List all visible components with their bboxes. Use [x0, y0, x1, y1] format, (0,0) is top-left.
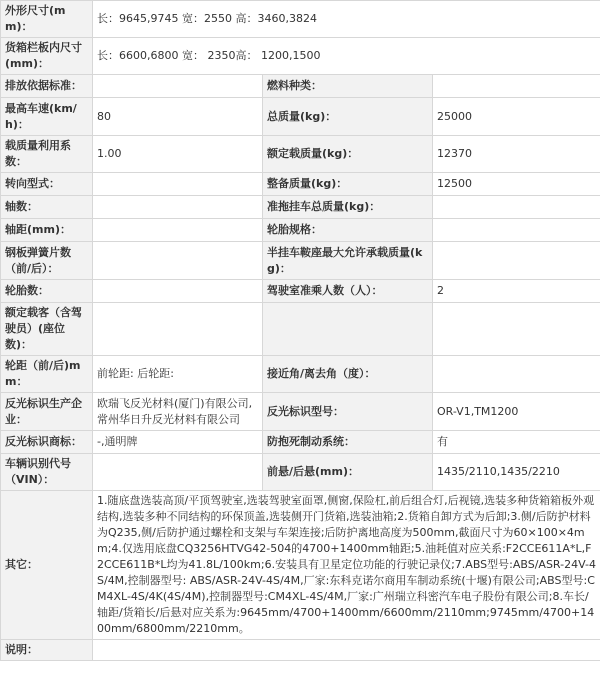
spec-row: [1, 640, 600, 661]
field-value: [93, 75, 263, 98]
field-value: [93, 219, 263, 242]
spec-row: [1, 356, 600, 393]
field-label: 钢板弹簧片数（前/后）：: [1, 242, 93, 280]
field-value: 1.00: [93, 136, 263, 173]
field-value: 2: [433, 280, 600, 303]
field-label: 排放依据标准：: [1, 75, 93, 98]
field-value: [93, 280, 263, 303]
field-value: [433, 303, 600, 356]
spec-row: [1, 75, 600, 98]
field-value: -,通明牌: [93, 431, 263, 454]
field-value: 1435/2110,1435/2210: [433, 454, 600, 491]
field-label: 接近角/离去角（度）：: [263, 356, 433, 393]
field-label: 说明：: [1, 640, 93, 661]
field-value: 有: [433, 431, 600, 454]
field-label: 总质量(kg)：: [263, 98, 433, 136]
field-value: [93, 173, 263, 196]
field-value: [433, 75, 600, 98]
field-label: 反光标识商标：: [1, 431, 93, 454]
field-value: 12370: [433, 136, 600, 173]
spec-row: [1, 303, 600, 356]
field-label: 轴数：: [1, 196, 93, 219]
field-label: 准拖挂车总质量(kg)：: [263, 196, 433, 219]
field-label: 半挂车鞍座最大允许承载质量(kg)：: [263, 242, 433, 280]
field-value: 12500: [433, 173, 600, 196]
field-value: [93, 303, 263, 356]
spec-table-body: [1, 1, 600, 661]
field-label: 燃料种类：: [263, 75, 433, 98]
spec-row: [1, 196, 600, 219]
field-label: [263, 303, 433, 356]
spec-row: [1, 242, 600, 280]
field-value: OR-V1,TM1200: [433, 393, 600, 431]
spec-row: [1, 393, 600, 431]
spec-row: [1, 1, 600, 38]
field-value: [93, 196, 263, 219]
spec-row: [1, 454, 600, 491]
field-label: 载质量利用系数：: [1, 136, 93, 173]
field-value: [93, 454, 263, 491]
field-label: 防抱死制动系统：: [263, 431, 433, 454]
field-value: 前轮距: 后轮距:: [93, 356, 263, 393]
field-value: 长：6600,6800 宽： 2350高： 1200,1500: [93, 38, 600, 75]
field-label: 转向型式：: [1, 173, 93, 196]
field-label: 反光标识生产企业：: [1, 393, 93, 431]
field-value: [433, 356, 600, 393]
field-label: 轴距(mm)：: [1, 219, 93, 242]
spec-row: [1, 136, 600, 173]
field-label: 最高车速(km/h)：: [1, 98, 93, 136]
field-value: [93, 640, 600, 661]
field-label: 额定载质量(kg)：: [263, 136, 433, 173]
field-value: [93, 242, 263, 280]
field-label: 驾驶室准乘人数（人）：: [263, 280, 433, 303]
field-label: 轮距（前/后)mm：: [1, 356, 93, 393]
spec-row: [1, 431, 600, 454]
field-value: 欧瑞飞反光材料(厦门)有限公司,常州华日升反光材料有限公司: [93, 393, 263, 431]
field-value: 80: [93, 98, 263, 136]
field-label: 外形尺寸(mm)：: [1, 1, 93, 38]
field-value: 1.随底盘选装高顶/平顶驾驶室,选装驾驶室面罩,侧窗,保险杠,前后组合灯,后视镜,选装多种货箱箱板外观结构,选装多种不同结构的环保顶盖,选装侧开门货箱,选装油箱;2.货箱自卸方式为后卸;3.侧/后防护材料为Q235,侧/后防护通过螺栓和支架与车架连接;后防护离地高度为500mm,截面尺寸为60×100×4mm;4.仅选用底盘CQ3256HTVG42-504的4700+1400mm轴距;5.油耗值对应关系:F2CCE611A*L,F2CCE611B*L均为41.8L/100km;6.安装具有卫星定位功能的行驶记录仪;7.ABS型号:ABS/ASR-24V-4S/4M,控制器型号: ABS/ASR-24V-4S/4M,厂家:东科克诺尔商用车制动系统(十堰)有限公司;ABS型号:CM4XL-4S/4K(4S/4M),控制器型号:CM4XL-4S/4M,厂家:广州瑞立科密汽车电子股份有限公司;8.车长/轴距/货箱长/后悬对应关系为:9645mm/4700+1400mm/6600mm/2110mm;9745mm/4700+1400mm/6800mm/2210mm。: [93, 491, 600, 640]
spec-row: [1, 491, 600, 640]
field-label: 整备质量(kg)：: [263, 173, 433, 196]
spec-row: [1, 38, 600, 75]
field-value: [433, 196, 600, 219]
field-value: 25000: [433, 98, 600, 136]
spec-row: [1, 280, 600, 303]
field-value: [433, 242, 600, 280]
spec-row: [1, 98, 600, 136]
field-value: [433, 219, 600, 242]
field-label: 前悬/后悬(mm)：: [263, 454, 433, 491]
field-label: 其它：: [1, 491, 93, 640]
spec-row: [1, 173, 600, 196]
field-label: 反光标识型号：: [263, 393, 433, 431]
field-label: 轮胎数：: [1, 280, 93, 303]
field-value: 长：9645,9745 宽：2550 高：3460,3824: [93, 1, 600, 38]
field-label: 轮胎规格：: [263, 219, 433, 242]
field-label: 货箱栏板内尺寸(mm)：: [1, 38, 93, 75]
field-label: 额定载客（含驾驶员）(座位数)：: [1, 303, 93, 356]
spec-row: [1, 219, 600, 242]
field-label: 车辆识别代号（VIN）：: [1, 454, 93, 491]
